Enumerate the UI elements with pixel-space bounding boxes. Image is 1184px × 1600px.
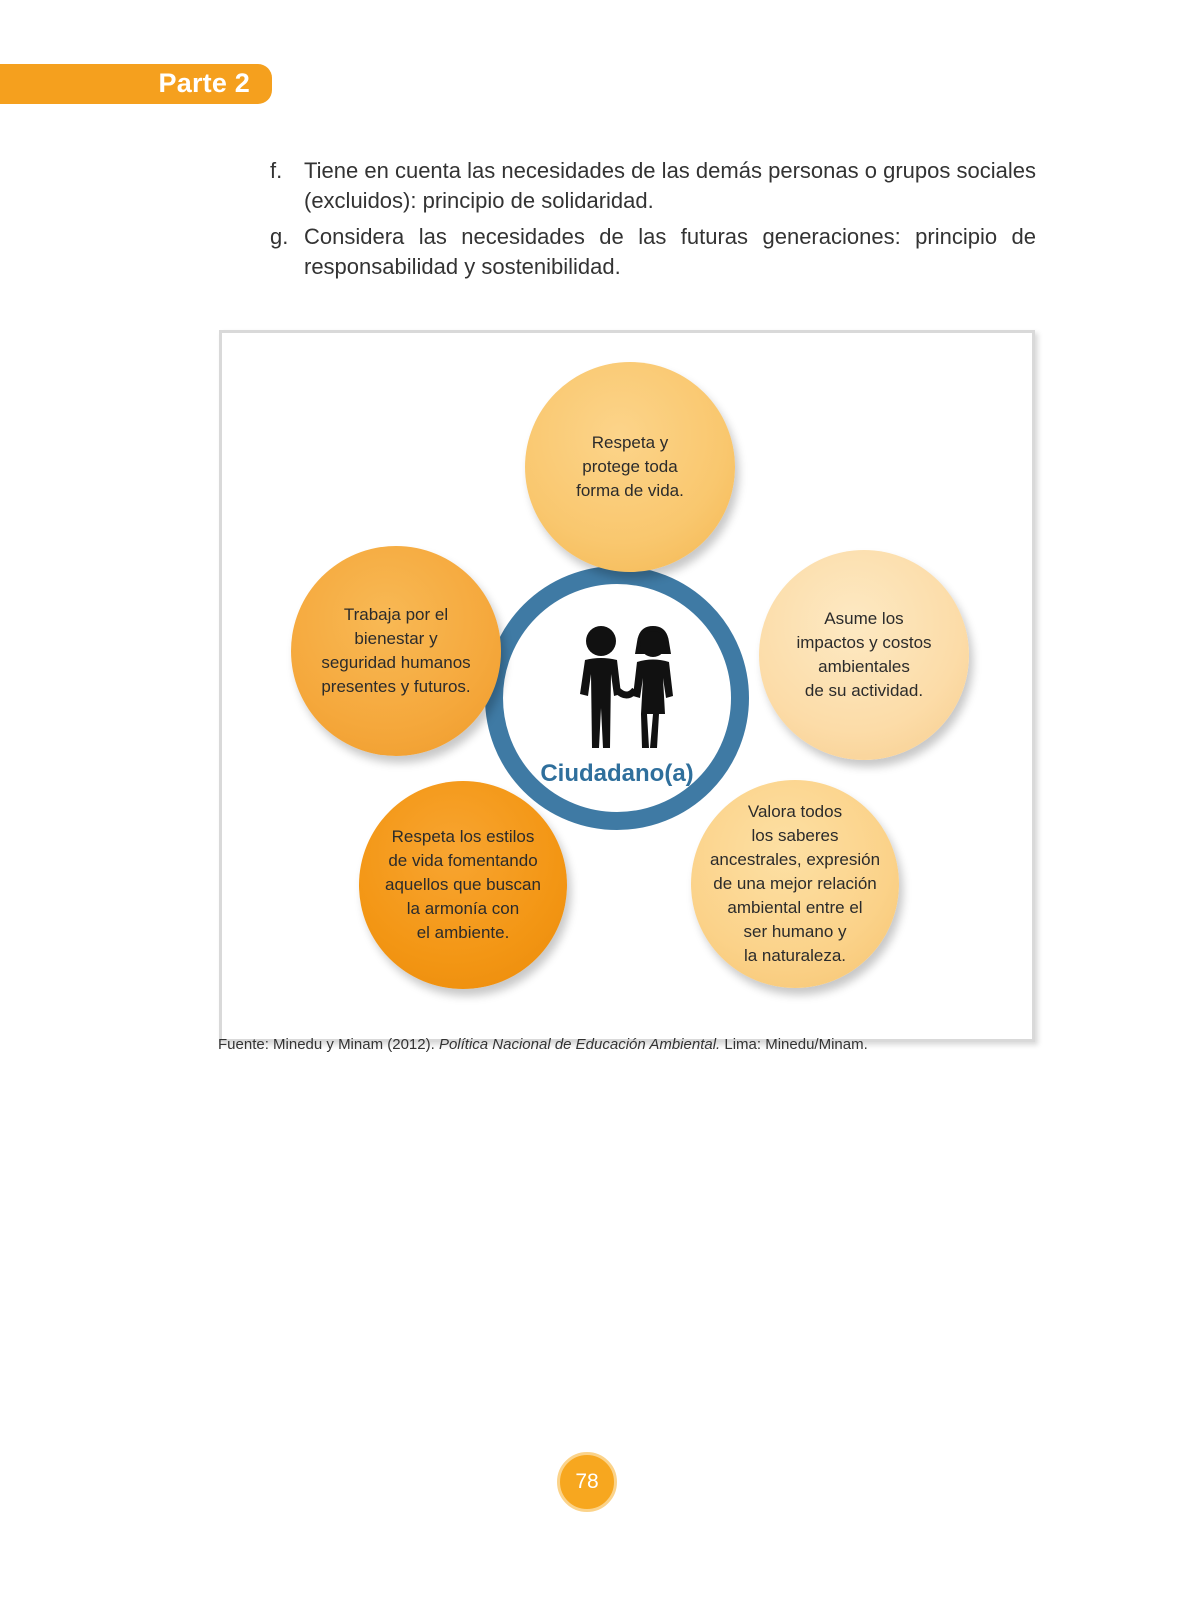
list-item: [268, 156, 1036, 216]
citizen-hub: [485, 566, 749, 830]
value-text: Trabaja por el bienestar y seguridad humanos presentes y futuros.: [321, 605, 471, 696]
two-people-icon: [565, 624, 687, 750]
list-item-marker: g.: [270, 224, 289, 249]
list-item-text: Considera las necesidades de las futuras generaciones: principio de responsabilidad y sostenibilidad.: [304, 224, 1036, 279]
value-text: Respeta los estilos de vida fomentando aquellos que buscan la armonía con el ambiente.: [385, 827, 541, 942]
list-item: [268, 222, 1036, 282]
list-item-text: Tiene en cuenta las necesidades de las demás personas o grupos sociales (excluidos): principio de solidaridad.: [304, 158, 1036, 213]
value-text: Respeta y protege toda forma de vida.: [576, 433, 684, 500]
value-circle-top: [525, 362, 735, 572]
list-item-marker: f.: [270, 158, 283, 183]
value-circle-bottom-right: [691, 780, 899, 988]
center-label: Ciudadano(a): [540, 760, 694, 787]
value-circle-bottom-left: [359, 781, 567, 989]
source-citation: [218, 1036, 868, 1053]
diagram-frame: [219, 330, 1035, 1042]
section-tab: [0, 64, 272, 104]
source-suffix: Lima: Minedu/Minam.: [720, 1036, 868, 1053]
value-circle-right: [759, 550, 969, 760]
value-text: Valora todos los saberes ancestrales, expresión de una mejor relación ambiental entre el ser humano y la naturaleza.: [709, 802, 881, 965]
source-prefix: Fuente: Minedu y Minam (2012).: [218, 1036, 439, 1053]
source-title: Política Nacional de Educación Ambiental.: [438, 1036, 721, 1053]
section-tab-label: Parte 2: [158, 68, 250, 98]
value-circle-left: [291, 546, 501, 756]
principles-list: [268, 156, 1036, 288]
page-number: 78: [557, 1452, 617, 1512]
value-text: Asume los impactos y costos ambientales de su actividad.: [796, 609, 932, 700]
